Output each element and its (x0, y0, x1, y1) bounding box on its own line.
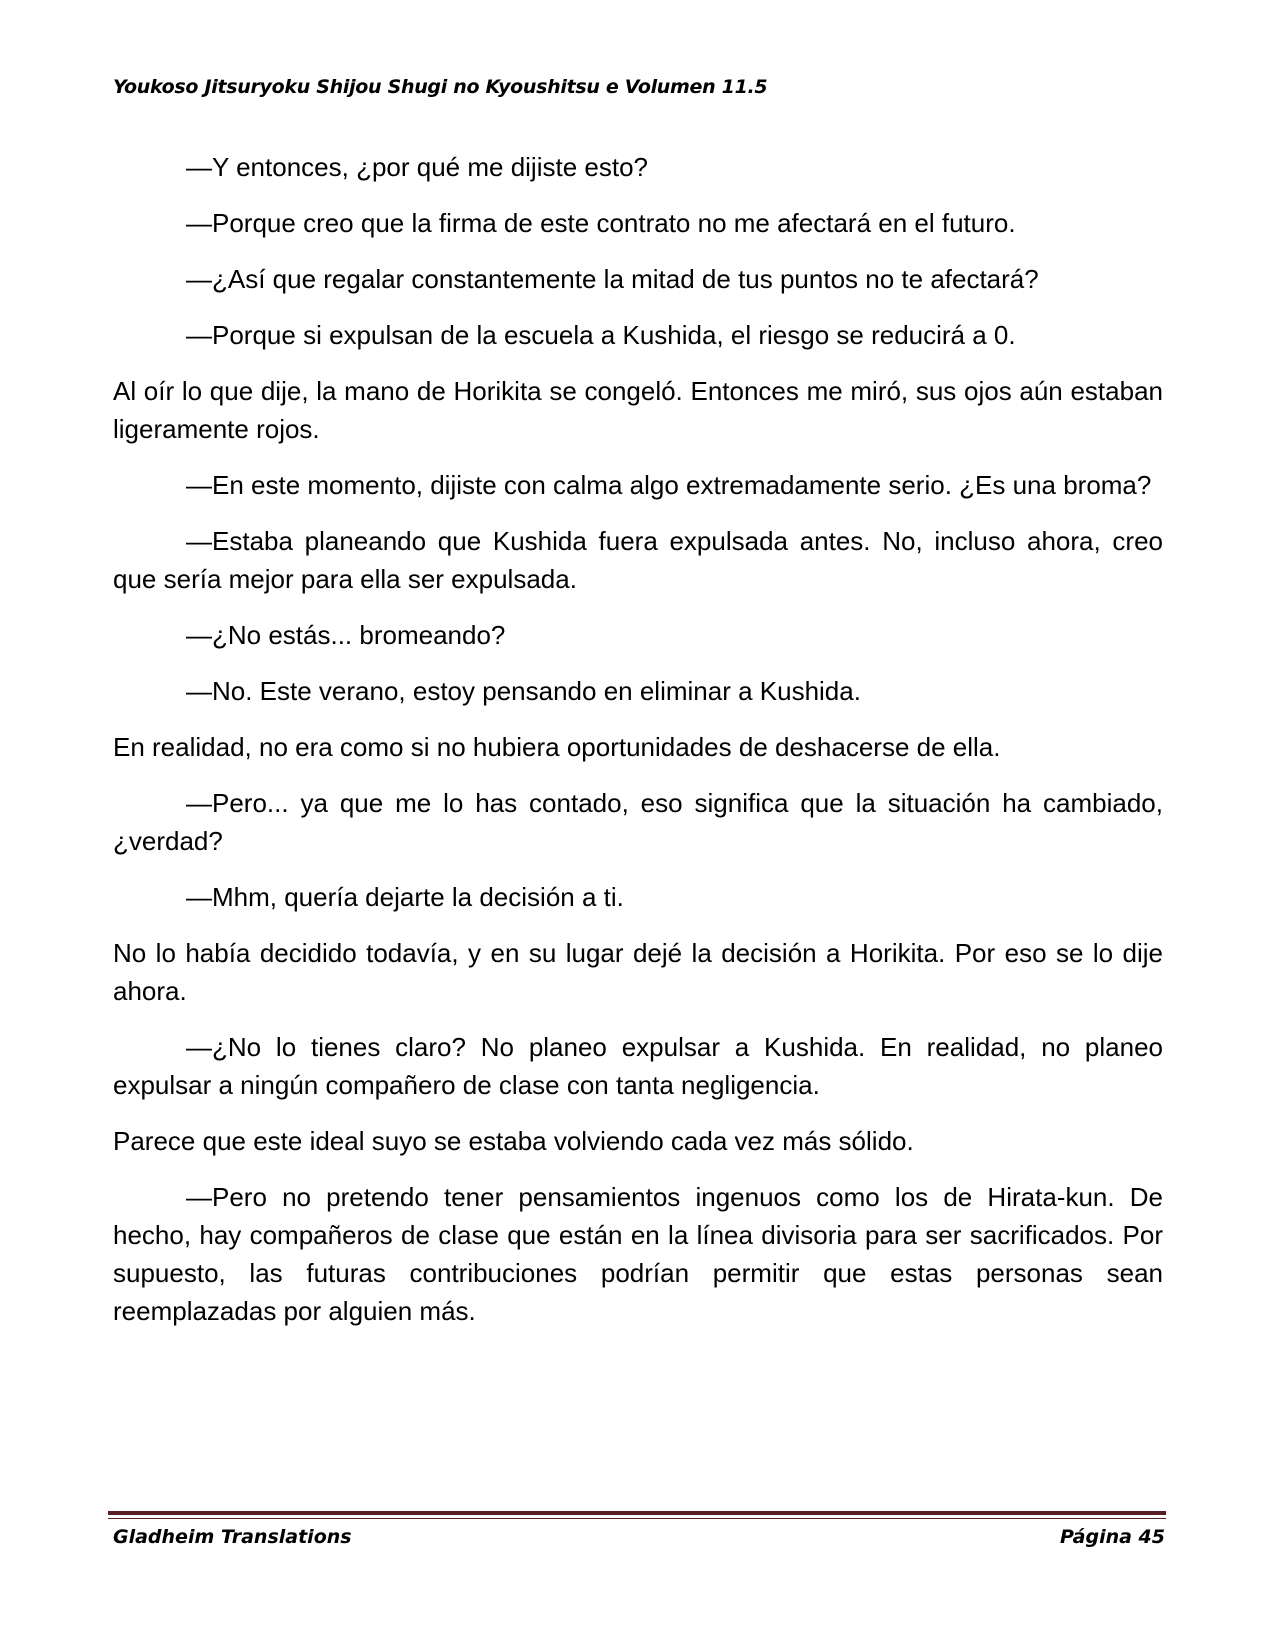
paragraph: —No. Este verano, estoy pensando en eliminar a Kushida. (186, 676, 861, 706)
paragraph: —¿No estás... bromeando? (186, 620, 506, 650)
paragraph: No lo había decidido todavía, y en su lugar dejé la decisión a Horikita. Por eso se lo dije ahora. (113, 938, 1163, 1006)
paragraph: —Mhm, quería dejarte la decisión a ti. (186, 882, 624, 912)
running-header-title: Youkoso Jitsuryoku Shijou Shugi no Kyoushitsu e Volumen 11.5 (113, 76, 768, 98)
paragraph: —Pero... ya que me lo has contado, eso significa que la situación ha cambiado, ¿verdad? (113, 788, 1163, 856)
paragraph: —¿No lo tienes claro? No planeo expulsar a Kushida. En realidad, no planeo expulsar a ningún compañero de clase con tanta negligencia. (113, 1032, 1163, 1100)
paragraph: —Porque si expulsan de la escuela a Kushida, el riesgo se reducirá a 0. (186, 320, 1016, 350)
paragraph: —¿Así que regalar constantemente la mitad de tus puntos no te afectará? (186, 264, 1039, 294)
footer-divider-thin (108, 1518, 1166, 1519)
paragraph: —Pero no pretendo tener pensamientos ingenuos como los de Hirata-kun. De hecho, hay compañeros de clase que están en la línea divisoria para ser sacrificados. Por supuesto, las futuras contribuciones podrían permitir que estas personas sean reemplazadas por alguien más. (113, 1182, 1163, 1326)
paragraph: —En este momento, dijiste con calma algo extremadamente serio. ¿Es una broma? (186, 470, 1152, 500)
paragraph: Parece que este ideal suyo se estaba volviendo cada vez más sólido. (113, 1126, 914, 1156)
paragraph: —Porque creo que la firma de este contrato no me afectará en el futuro. (186, 208, 1016, 238)
paragraph: En realidad, no era como si no hubiera oportunidades de deshacerse de ella. (113, 732, 1001, 762)
body-text (113, 148, 1163, 1348)
paragraph: —Y entonces, ¿por qué me dijiste esto? (186, 152, 648, 182)
footer-publisher: Gladheim Translations (113, 1526, 352, 1548)
footer-page-number: Página 45 (1059, 1526, 1165, 1548)
footer-divider-thick (108, 1511, 1166, 1515)
paragraph: Al oír lo que dije, la mano de Horikita se congeló. Entonces me miró, sus ojos aún estaban ligeramente rojos. (113, 376, 1163, 444)
paragraph: —Estaba planeando que Kushida fuera expulsada antes. No, incluso ahora, creo que sería mejor para ella ser expulsada. (113, 526, 1163, 594)
